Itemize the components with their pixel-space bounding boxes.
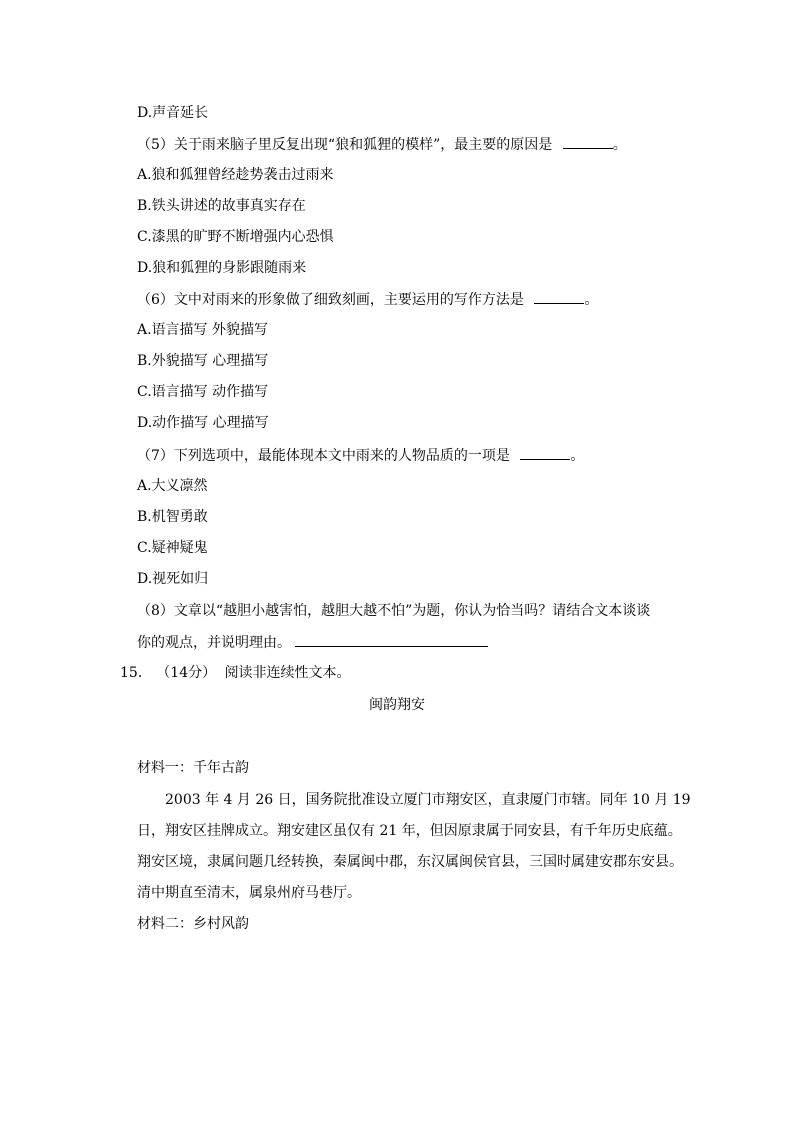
q5-stem-end: 。 xyxy=(612,137,627,153)
material1-line-3: 翔安区境，隶属问题几经转换，秦属闽中郡，东汉属闽侯官县，三国时属建安郡东安县。 xyxy=(137,854,683,870)
q15-instruction: 阅读非连续性文本。 xyxy=(224,665,351,681)
q5-option-d: D.狼和狐狸的身影跟随雨来 xyxy=(137,260,307,276)
material1-line-2: 日，翔安区挂牌成立。翔安建区虽仅有 21 年，但因原隶属于同安县，有千年历史底蕴。 xyxy=(137,823,682,839)
q5-option-b: B.铁头讲述的故事真实存在 xyxy=(137,198,306,214)
q6-option-b: B.外貌描写 心理描写 xyxy=(137,353,269,369)
article-title: 闽韵翔安 xyxy=(369,697,425,713)
q15-header xyxy=(120,663,351,683)
q7-stem xyxy=(137,445,584,466)
q8-stem-line2 xyxy=(137,632,488,653)
q6-stem xyxy=(137,289,598,310)
q4-option-d: D.声音延长 xyxy=(137,105,209,121)
q7-stem-end: 。 xyxy=(570,448,585,464)
q6-option-a: A.语言描写 外貌描写 xyxy=(137,322,269,338)
q6-answer-blank[interactable] xyxy=(534,289,584,304)
q5-option-c: C.漆黑的旷野不断增强内心恐惧 xyxy=(137,229,334,245)
q5-answer-blank[interactable] xyxy=(563,134,613,149)
q8-answer-blank[interactable] xyxy=(295,632,488,647)
q5-stem-text: （5）关于雨来脑子里反复出现“狼和狐狸的模样”，最主要的原因是 xyxy=(137,137,553,153)
q5-option-a: A.狼和狐狸曾经趁势袭击过雨来 xyxy=(137,167,334,183)
q15-number: 15． xyxy=(120,665,152,681)
material1-heading: 材料一：千年古韵 xyxy=(137,760,249,776)
q6-stem-end: 。 xyxy=(584,292,599,308)
q7-answer-blank[interactable] xyxy=(520,445,570,460)
q6-option-d: D.动作描写 心理描写 xyxy=(137,415,269,431)
q15-score: （14分） xyxy=(156,665,217,681)
material1-line-4: 清中期直至清末，属泉州府马巷厅。 xyxy=(137,885,361,901)
q7-option-b: B.机智勇敢 xyxy=(137,509,208,525)
q7-option-c: C.疑神疑鬼 xyxy=(137,540,208,556)
q8-stem-line1: （8）文章以“越胆小越害怕，越胆大越不怕”为题，你认为恰当吗？请结合文本谈谈 xyxy=(137,603,651,619)
q6-stem-text: （6）文中对雨来的形象做了细致刻画，主要运用的写作方法是 xyxy=(137,292,524,308)
q5-stem xyxy=(137,134,627,155)
q7-stem-text: （7）下列选项中，最能体现本文中雨来的人物品质的一项是 xyxy=(137,448,510,464)
q6-option-c: C.语言描写 动作描写 xyxy=(137,384,269,400)
material2-heading: 材料二：乡村风韵 xyxy=(137,916,249,932)
material1-line-1: 2003 年 4 月 26 日，国务院批准设立厦门市翔安区，直隶厦门市辖。同年 10 月 19 xyxy=(165,792,691,808)
q7-option-a: A.大义凛然 xyxy=(137,478,208,494)
q8-stem-line2-text: 你的观点，并说明理由。 xyxy=(137,635,291,651)
q7-option-d: D.视死如归 xyxy=(137,571,209,587)
